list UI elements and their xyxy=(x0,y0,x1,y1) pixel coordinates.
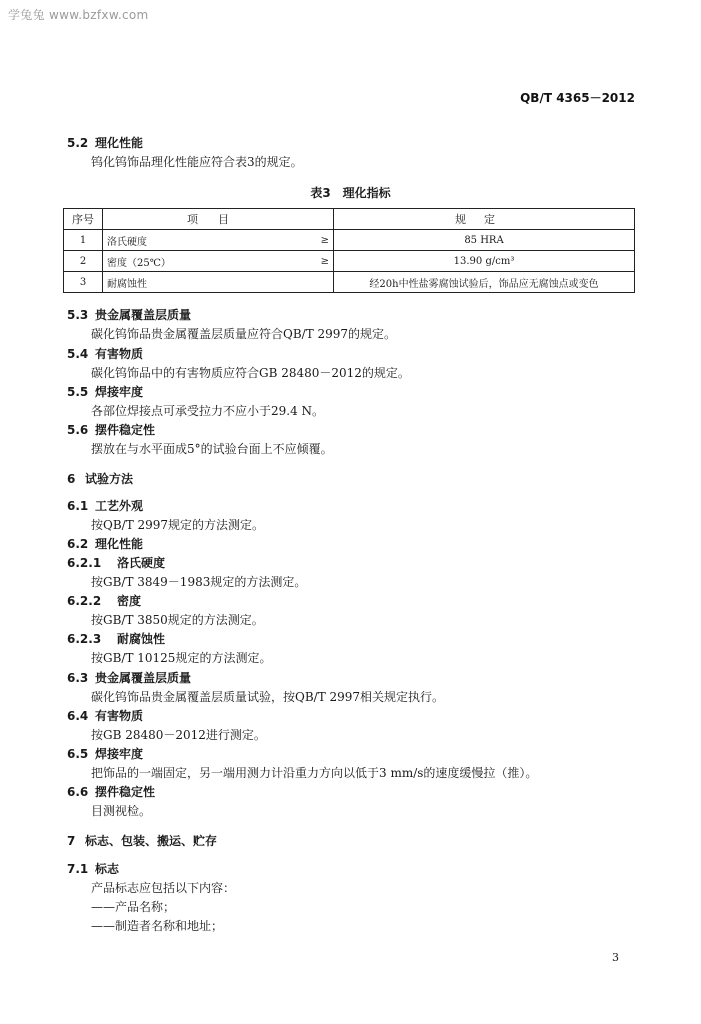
heading-title: 有害物质 xyxy=(95,709,144,723)
cell-requirement: 85 HRA xyxy=(334,230,635,251)
cell-item: 耐腐蚀性 xyxy=(103,272,290,293)
table-caption: 表3 理化指标 xyxy=(310,186,391,200)
heading-title: 理化性能 xyxy=(95,136,144,150)
cell-item: 洛氏硬度 xyxy=(103,230,290,251)
heading-number: 5.3 xyxy=(67,308,89,322)
heading-title: 标志 xyxy=(95,862,120,876)
table-row xyxy=(64,251,635,272)
table-row xyxy=(64,230,635,251)
heading-number: 6.5 xyxy=(67,747,89,761)
page-number: 3 xyxy=(612,951,619,964)
paragraph-5-6: 摆放在与水平面成5°的试验台面上不应倾覆。 xyxy=(91,442,333,456)
paragraph-5-2: 钨化钨饰品理化性能应符合表3的规定。 xyxy=(91,155,303,169)
header-requirement: 规定 xyxy=(334,209,635,230)
heading-number: 6.2 xyxy=(67,537,89,551)
heading-number: 6.2.3 xyxy=(67,632,102,646)
heading-5-4 xyxy=(67,345,143,362)
heading-number: 6.4 xyxy=(67,709,89,723)
heading-title: 焊接牢度 xyxy=(95,747,144,761)
paragraph-5-4: 碳化钨饰品中的有害物质应符合GB 28480－2012的规定。 xyxy=(91,366,410,380)
heading-6-6 xyxy=(67,783,155,800)
heading-title: 有害物质 xyxy=(95,347,144,361)
heading-number: 6.2.1 xyxy=(67,556,102,570)
cell-operator: ≥ xyxy=(289,251,334,272)
cell-requirement: 13.90 g/cm³ xyxy=(334,251,635,272)
heading-7 xyxy=(67,832,217,849)
table-row xyxy=(64,272,635,293)
heading-5-3 xyxy=(67,306,191,323)
paragraph-6-6: 目测视检。 xyxy=(91,804,152,818)
physicochemical-table xyxy=(63,208,635,293)
header-no: 序号 xyxy=(64,209,103,230)
site-watermark: 学兔兔 www.bzfxw.com xyxy=(8,8,149,22)
heading-6-4 xyxy=(67,707,143,724)
heading-number: 6.2.2 xyxy=(67,594,102,608)
paragraph-5-3: 碳化钨饰品贵金属覆盖层质量应符合QB/T 2997的规定。 xyxy=(91,327,397,341)
cell-no: 1 xyxy=(64,230,103,251)
heading-title: 试验方法 xyxy=(85,472,134,486)
paragraph-6-4: 按GB 28480－2012进行测定。 xyxy=(91,728,266,742)
cell-no: 2 xyxy=(64,251,103,272)
heading-6-2-1 xyxy=(67,554,165,571)
heading-6-3 xyxy=(67,669,191,686)
paragraph-6-1: 按QB/T 2997规定的方法测定。 xyxy=(91,518,265,532)
heading-title: 摆件稳定性 xyxy=(95,423,156,437)
heading-6-2 xyxy=(67,535,143,552)
heading-title: 标志、包装、搬运、贮存 xyxy=(85,834,218,848)
heading-title: 贵金属覆盖层质量 xyxy=(95,671,192,685)
heading-6 xyxy=(67,470,133,487)
heading-number: 5.4 xyxy=(67,347,89,361)
heading-6-2-2 xyxy=(67,592,141,609)
heading-title: 焊接牢度 xyxy=(95,385,144,399)
cell-item: 密度（25℃） xyxy=(103,251,290,272)
header-item: 项目 xyxy=(103,209,334,230)
heading-title: 摆件稳定性 xyxy=(95,785,156,799)
cell-requirement: 经20h中性盐雾腐蚀试验后，饰品应无腐蚀点或变色 xyxy=(334,272,635,293)
heading-6-5 xyxy=(67,745,143,762)
heading-number: 6.1 xyxy=(67,499,89,513)
heading-6-2-3 xyxy=(67,630,165,647)
cell-operator: ≥ xyxy=(289,230,334,251)
heading-7-1 xyxy=(67,860,119,877)
paragraph-6-2-2: 按GB/T 3850规定的方法测定。 xyxy=(91,613,264,627)
heading-6-1 xyxy=(67,497,143,514)
heading-title: 密度 xyxy=(117,594,142,608)
heading-title: 耐腐蚀性 xyxy=(117,632,166,646)
paragraph-6-2-1: 按GB/T 3849－1983规定的方法测定。 xyxy=(91,575,307,589)
table-header-row xyxy=(64,209,635,230)
heading-number: 6.6 xyxy=(67,785,89,799)
heading-5-5 xyxy=(67,383,143,400)
heading-number: 7.1 xyxy=(67,862,89,876)
list-item: ——制造者名称和地址； xyxy=(91,919,224,933)
paragraph-6-3: 碳化钨饰品贵金属覆盖层质量试验，按QB/T 2997相关规定执行。 xyxy=(91,690,445,704)
cell-operator xyxy=(289,272,334,293)
cell-no: 3 xyxy=(64,272,103,293)
heading-number: 6 xyxy=(67,472,76,486)
heading-title: 理化性能 xyxy=(95,537,144,551)
paragraph-6-5: 把饰品的一端固定，另一端用测力计沿重力方向以低于3 mm/s的速度缓慢拉（推）。 xyxy=(91,766,538,780)
paragraph-7-1: 产品标志应包括以下内容： xyxy=(91,881,236,895)
heading-title: 洛氏硬度 xyxy=(117,556,166,570)
heading-number: 5.2 xyxy=(67,136,89,150)
heading-number: 5.6 xyxy=(67,423,89,437)
heading-5-2 xyxy=(67,134,143,151)
paragraph-5-5: 各部位焊接点可承受拉力不应小于29.4 N。 xyxy=(91,404,325,418)
standard-code: QB/T 4365－2012 xyxy=(520,91,635,105)
heading-number: 5.5 xyxy=(67,385,89,399)
paragraph-6-2-3: 按GB/T 10125规定的方法测定。 xyxy=(91,651,272,665)
heading-number: 7 xyxy=(67,834,76,848)
list-item: ——产品名称； xyxy=(91,900,176,914)
heading-5-6 xyxy=(67,421,155,438)
heading-title: 贵金属覆盖层质量 xyxy=(95,308,192,322)
heading-number: 6.3 xyxy=(67,671,89,685)
heading-title: 工艺外观 xyxy=(95,499,144,513)
